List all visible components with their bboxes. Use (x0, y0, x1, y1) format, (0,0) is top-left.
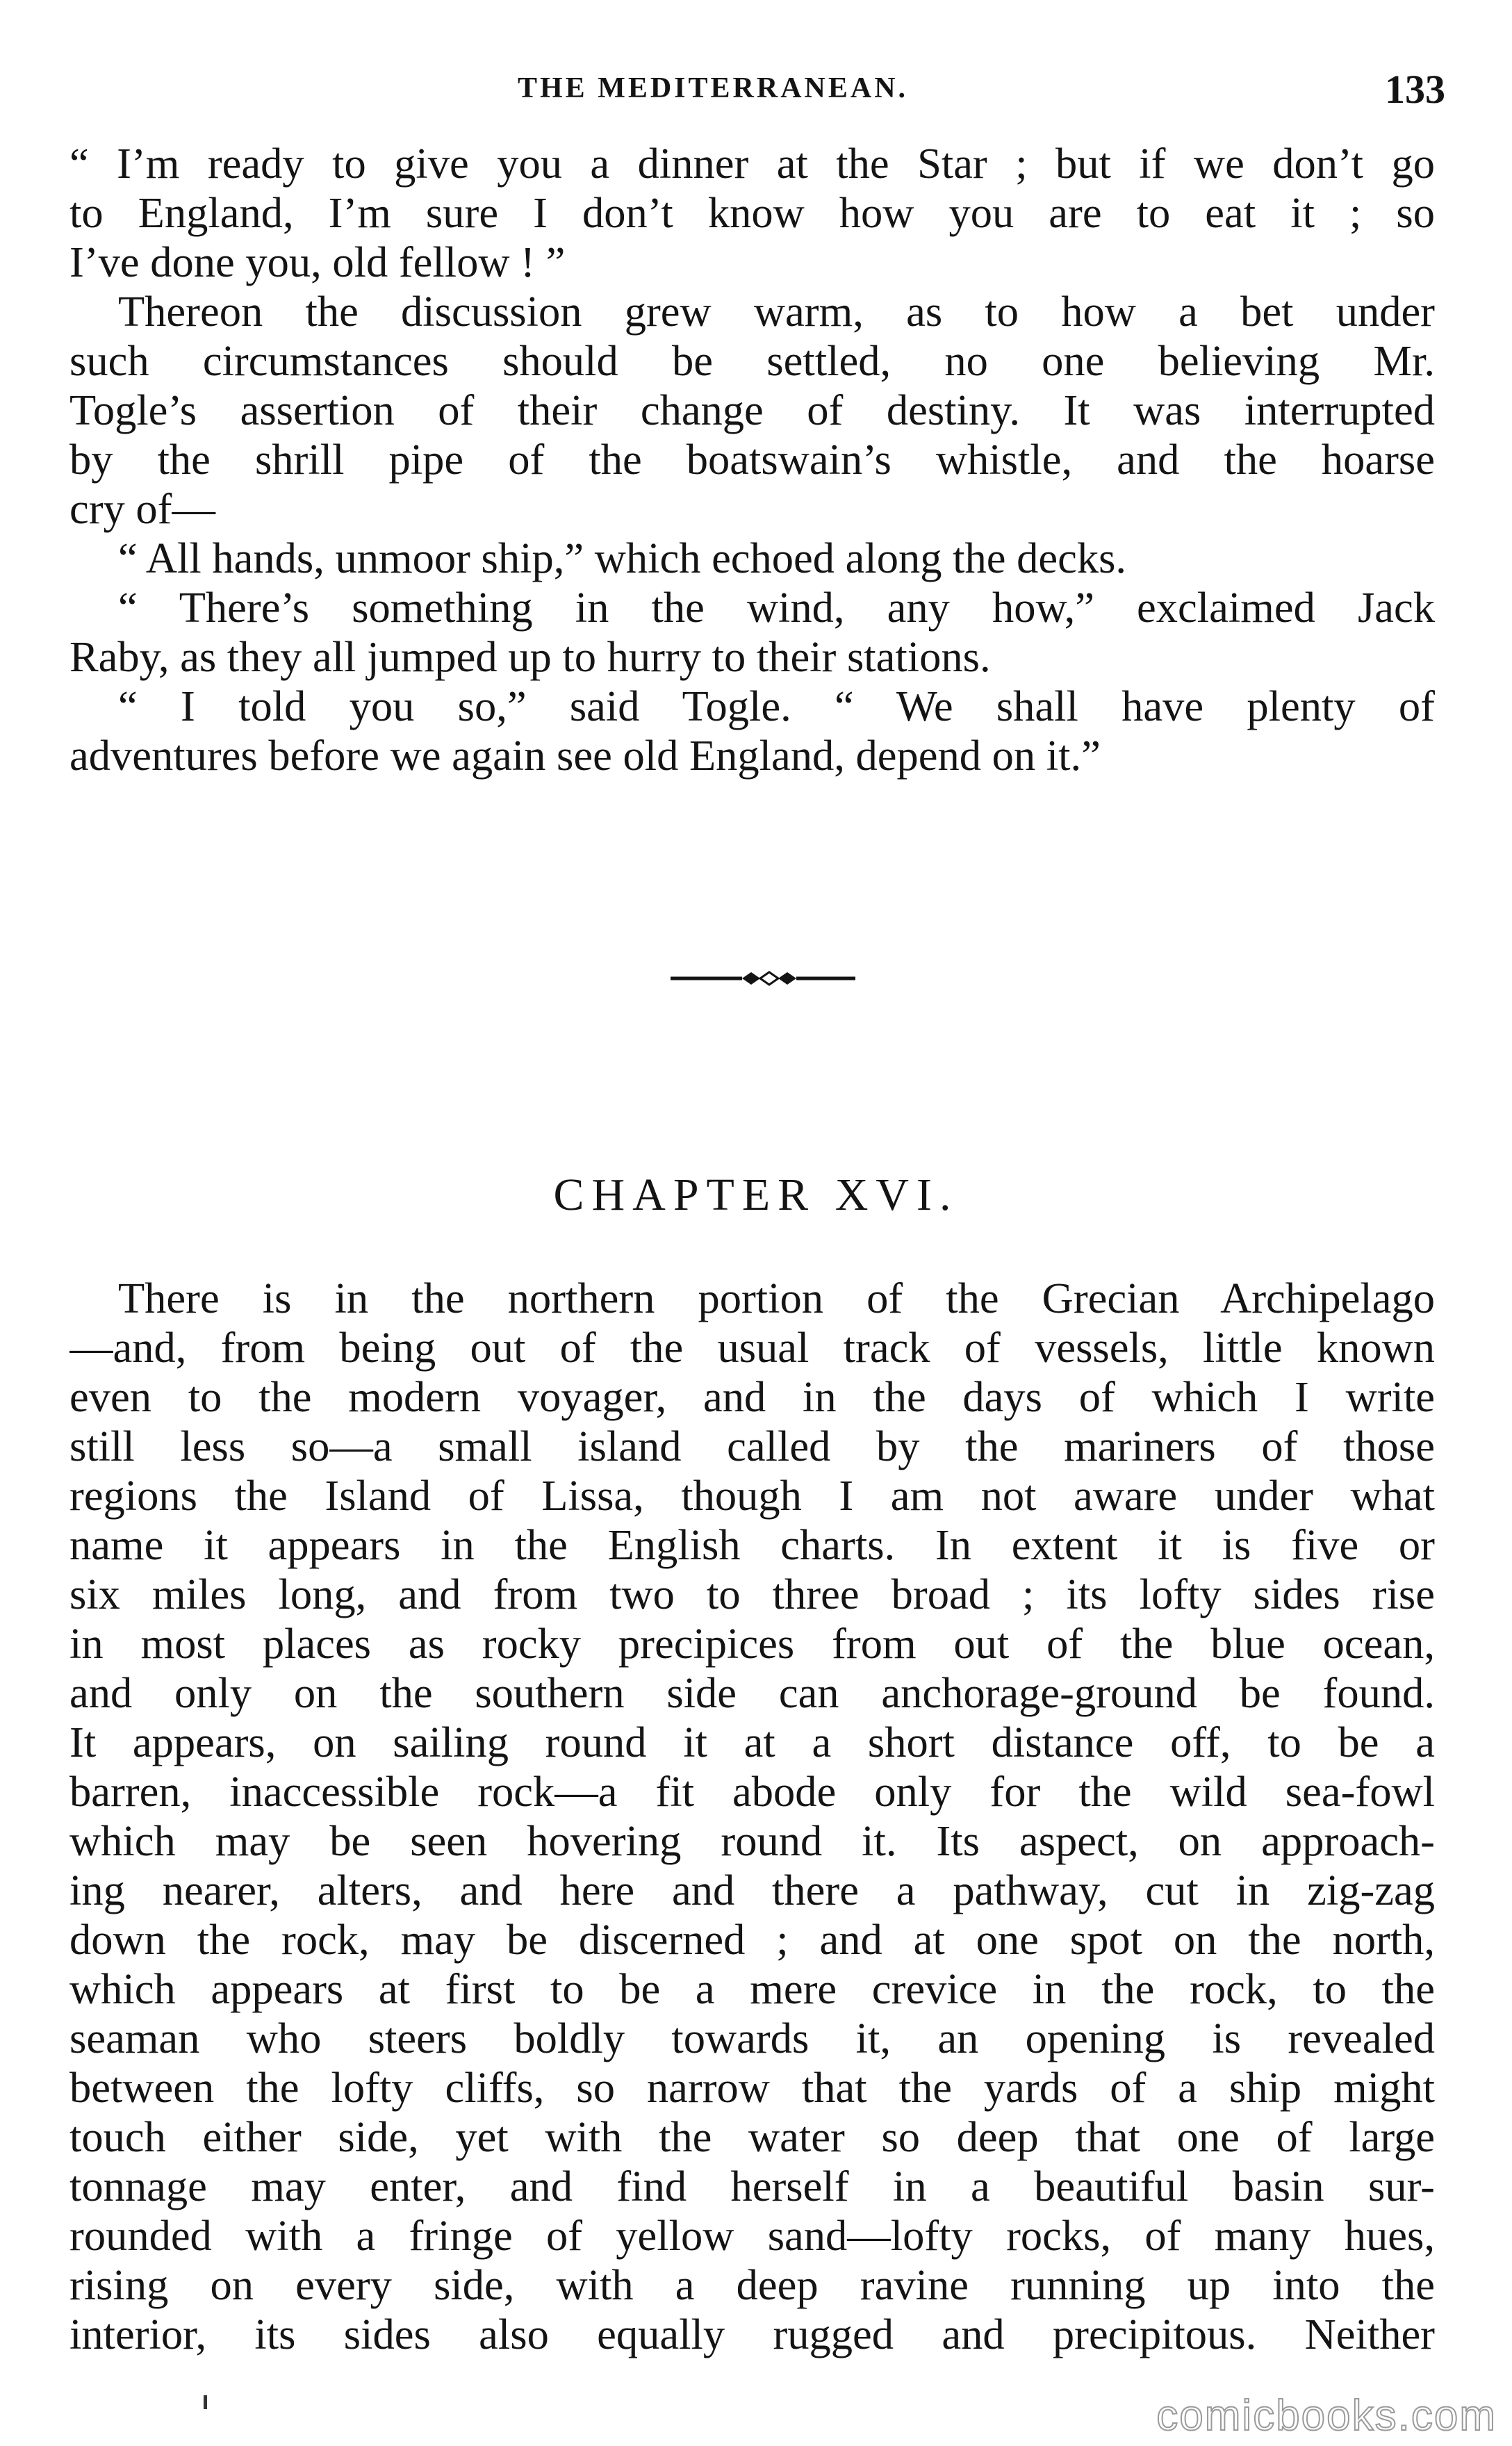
text-line: name it appears in the English charts. In extent it is five or (69, 1520, 1435, 1569)
text-line: tonnage may enter, and find herself in a beautiful basin sur- (69, 2162, 1435, 2210)
text-line: There is in the northern portion of the Grecian Archipelago (118, 1274, 1435, 1322)
text-line: barren, inaccessible rock—a fit abode only for the wild sea-fowl (69, 1767, 1435, 1816)
text-line: ing nearer, alters, and here and there a pathway, cut in zig-zag (69, 1866, 1435, 1914)
text-line: regions the Island of Lissa, though I am not aware under what (69, 1471, 1435, 1520)
text-line: to England, I’m sure I don’t know how you are to eat it ; so (69, 188, 1435, 237)
text-line: seaman who steers boldly towards it, an opening is revealed (69, 2014, 1435, 2062)
text-line: rounded with a fringe of yellow sand—lofty rocks, of many hues, (69, 2211, 1435, 2260)
text-line: “ There’s something in the wind, any how,” exclaimed Jack (118, 583, 1435, 632)
text-line: still less so—a small island called by the mariners of those (69, 1422, 1435, 1470)
text-line: in most places as rocky precipices from out of the blue ocean, (69, 1619, 1435, 1668)
text-line: between the lofty cliffs, so narrow that the yards of a ship might (69, 2063, 1435, 2112)
text-line: touch either side, yet with the water so deep that one of large (69, 2112, 1435, 2161)
stray-ink-mark (204, 2395, 207, 2409)
text-line: down the rock, may be discerned ; and at one spot on the north, (69, 1915, 1435, 1964)
running-title: THE MEDITERRANEAN. (518, 72, 909, 104)
text-line: by the shrill pipe of the boatswain’s whistle, and the hoarse (69, 435, 1435, 484)
text-line: “ I’m ready to give you a dinner at the Star ; but if we don’t go (69, 139, 1435, 188)
text-line: interior, its sides also equally rugged and precipitous. Neither (69, 2310, 1435, 2358)
text-line: which may be seen hovering round it. Its aspect, on approach- (69, 1816, 1435, 1865)
watermark: comicbooks.com (1156, 2392, 1497, 2440)
text-block-chapter (69, 1274, 1435, 2359)
text-line: which appears at first to be a mere crevice in the rock, to the (69, 1964, 1435, 2013)
text-line: “ I told you so,” said Togle. “ We shall have plenty of (118, 682, 1435, 730)
text-line: such circumstances should be settled, no one believing Mr. (69, 336, 1435, 385)
chapter-heading: CHAPTER XVI. (553, 1169, 959, 1220)
text-block-top (69, 139, 1435, 780)
text-line: “ All hands, unmoor ship,” which echoed along the decks. (118, 534, 1127, 582)
text-line: even to the modern voyager, and in the days of which I write (69, 1372, 1435, 1421)
text-line: It appears, on sailing round it at a short distance off, to be a (69, 1718, 1435, 1766)
page-number: 133 (1385, 67, 1445, 112)
text-line: —and, from being out of the usual track of vessels, little known (69, 1323, 1435, 1372)
text-line: and only on the southern side can anchorage-ground be found. (69, 1668, 1435, 1717)
text-line: six miles long, and from two to three broad ; its lofty sides rise (69, 1570, 1435, 1618)
text-line: adventures before we again see old England, depend on it.” (69, 731, 1101, 780)
text-line: cry of— (69, 484, 215, 533)
text-line: I’ve done you, old fellow ! ” (69, 238, 566, 286)
running-head (69, 66, 1445, 122)
ornament-divider-icon (669, 968, 857, 989)
text-line: rising on every side, with a deep ravine running up into the (69, 2260, 1435, 2309)
text-line: Togle’s assertion of their change of destiny. It was interrupted (69, 386, 1435, 434)
text-line: Thereon the discussion grew warm, as to how a bet under (118, 287, 1435, 336)
text-line: Raby, as they all jumped up to hurry to their stations. (69, 632, 991, 681)
